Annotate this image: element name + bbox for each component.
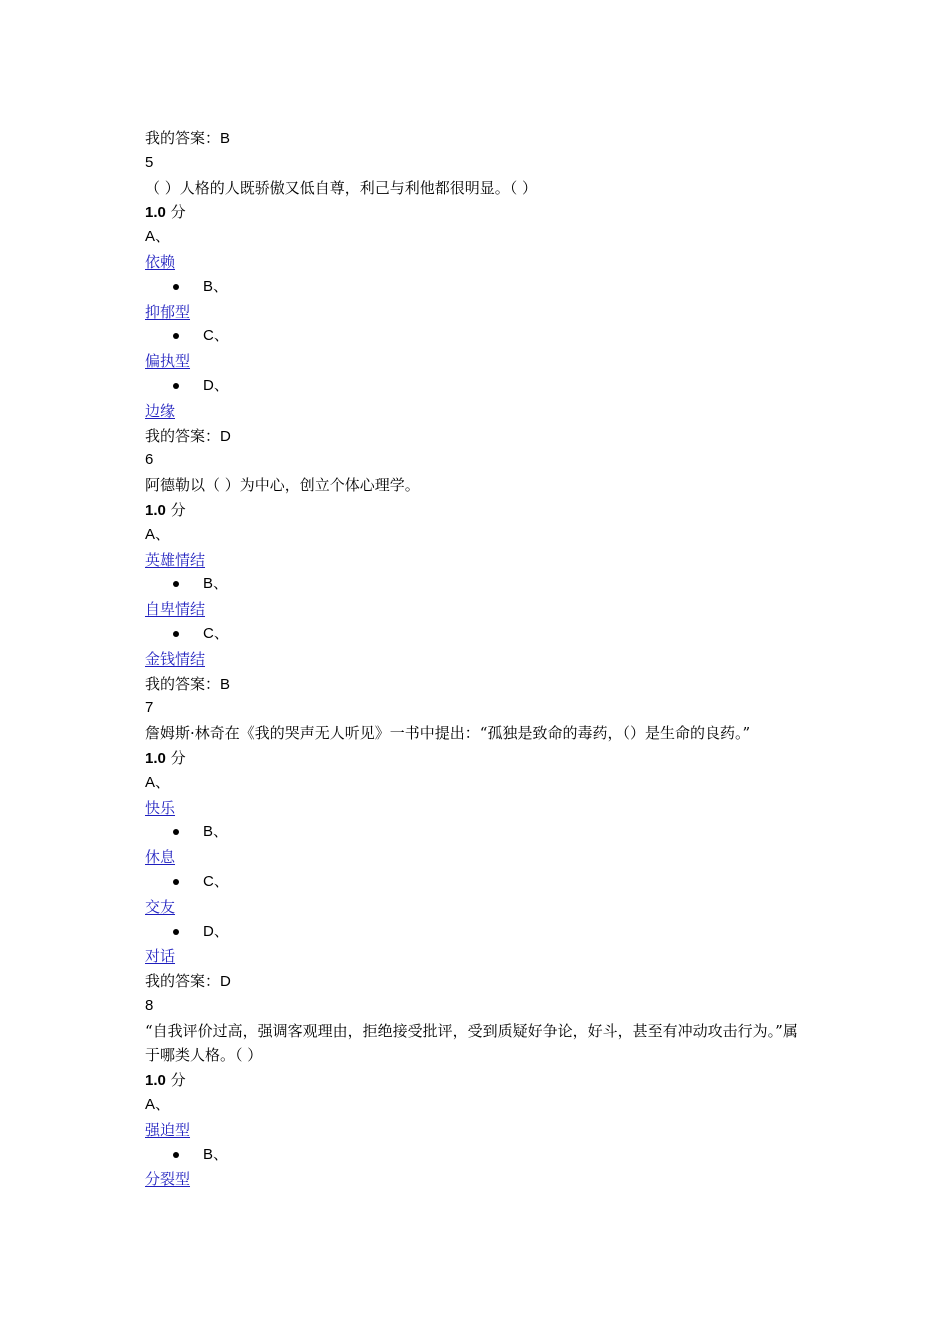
option-row <box>145 250 810 275</box>
score-value: 1.0 <box>145 1072 166 1090</box>
score-unit: 分 <box>165 500 186 519</box>
score-unit: 分 <box>165 748 186 767</box>
bullet-icon <box>173 284 179 290</box>
option-row <box>145 1167 810 1192</box>
question-text: “自我评价过高，强调客观理由，拒绝接受批评，受到质疑好争论，好斗，甚至有冲动攻击行为。”属于哪类人格。（ ） <box>145 1021 798 1065</box>
option-row <box>145 548 810 573</box>
question-text: 詹姆斯·林奇在《我的哭声无人听见》一书中提出：“孤独是致命的毒药，（）是生命的良药。” <box>145 724 751 743</box>
option-row <box>145 597 810 622</box>
quiz-document <box>145 126 810 1192</box>
question-number: 7 <box>145 699 154 717</box>
bullet-icon <box>173 1152 179 1158</box>
bullet-icon <box>173 383 179 389</box>
score-unit: 分 <box>165 1071 186 1090</box>
option-link[interactable]: 偏执型 <box>145 352 191 371</box>
option-row <box>145 399 810 424</box>
score-value: 1.0 <box>145 749 166 767</box>
question-score <box>145 746 810 771</box>
option-link[interactable]: 休息 <box>145 848 176 867</box>
option-link[interactable]: 金钱情结 <box>145 649 206 668</box>
question-number: 8 <box>145 996 154 1014</box>
option-letter-bulleted <box>145 820 810 845</box>
option-letter: D、 <box>203 922 229 940</box>
option-letter-bulleted <box>145 1143 810 1168</box>
bullet-icon <box>173 929 179 935</box>
question-score <box>145 498 810 523</box>
option-letter: A、 <box>145 1096 171 1114</box>
option-row <box>145 895 810 920</box>
question-score <box>145 200 810 225</box>
bullet-icon <box>173 829 179 835</box>
option-link[interactable]: 强迫型 <box>145 1120 191 1139</box>
option-letter-bulleted <box>145 275 810 300</box>
option-link[interactable]: 自卑情结 <box>145 600 206 619</box>
option-row <box>145 845 810 870</box>
option-letter-bulleted <box>145 870 810 895</box>
bullet-icon <box>173 879 179 885</box>
question-score <box>145 1068 810 1093</box>
question-number: 6 <box>145 451 154 469</box>
bullet-icon <box>173 333 179 339</box>
option-letter: B、 <box>203 823 229 841</box>
my-answer-label: 我的答案： <box>145 129 221 147</box>
option-link[interactable]: 依赖 <box>145 252 176 271</box>
option-letter: C、 <box>203 624 229 642</box>
question-text: 阿德勒以（ ）为中心，创立个体心理学。 <box>145 476 420 495</box>
option-row <box>145 300 810 325</box>
question-text: （ ）人格的人既骄傲又低自尊，利己与利他都很明显。（ ） <box>145 178 538 197</box>
my-answer <box>145 672 810 697</box>
option-link[interactable]: 边缘 <box>145 401 176 420</box>
my-answer <box>145 424 810 449</box>
option-letter: B、 <box>203 277 229 295</box>
option-letter: A、 <box>145 525 171 543</box>
my-answer-value: B <box>220 130 231 147</box>
option-letter-bulleted <box>145 572 810 597</box>
my-answer <box>145 126 810 151</box>
option-letter: A、 <box>145 228 171 246</box>
option-link[interactable]: 快乐 <box>145 798 176 817</box>
bullet-icon <box>173 581 179 587</box>
option-link[interactable]: 交友 <box>145 897 176 916</box>
my-answer-value: D <box>220 973 231 991</box>
option-letter-bulleted <box>145 622 810 647</box>
bullet-icon <box>173 631 179 637</box>
score-value: 1.0 <box>145 501 166 519</box>
option-link[interactable]: 英雄情结 <box>145 550 206 569</box>
option-row <box>145 349 810 374</box>
score-value: 1.0 <box>145 204 166 222</box>
option-link[interactable]: 抑郁型 <box>145 302 191 321</box>
option-letter-bulleted <box>145 324 810 349</box>
my-answer-label: 我的答案： <box>145 674 221 693</box>
option-letter: A、 <box>145 773 171 791</box>
option-letter: B、 <box>203 1145 229 1163</box>
my-answer-label: 我的答案： <box>145 426 221 445</box>
option-letter-bulleted <box>145 920 810 945</box>
my-answer-label: 我的答案： <box>145 972 221 991</box>
score-unit: 分 <box>165 203 186 222</box>
option-row <box>145 944 810 969</box>
option-letter: D、 <box>203 376 229 394</box>
my-answer <box>145 969 810 994</box>
option-letter: C、 <box>203 327 229 345</box>
option-row <box>145 796 810 821</box>
option-link[interactable]: 对话 <box>145 947 176 966</box>
option-row <box>145 1118 810 1143</box>
question-number: 5 <box>145 153 154 171</box>
option-letter: C、 <box>203 872 229 890</box>
my-answer-value: B <box>220 675 231 693</box>
option-link[interactable]: 分裂型 <box>145 1170 191 1189</box>
my-answer-value: D <box>220 427 231 445</box>
option-letter-bulleted <box>145 374 810 399</box>
option-row <box>145 647 810 672</box>
option-letter: B、 <box>203 575 229 593</box>
